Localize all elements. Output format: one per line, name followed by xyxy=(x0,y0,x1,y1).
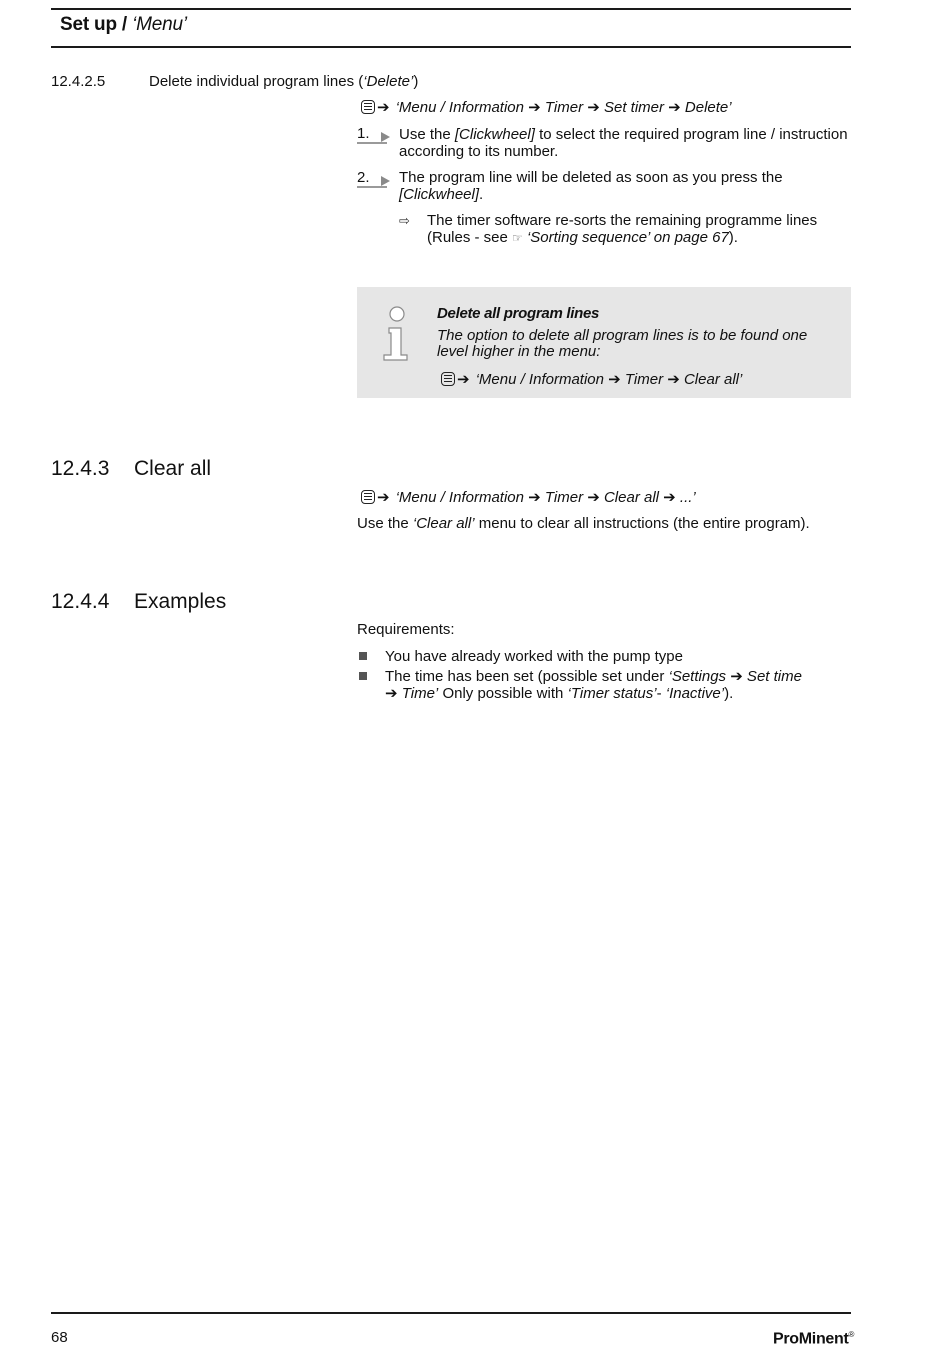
result-line1: The timer software re-sorts the remaining programme lines xyxy=(427,212,818,229)
title-text: Delete individual program lines ( xyxy=(149,73,364,90)
result-line2-pre: (Rules - see xyxy=(427,229,508,246)
req2-dash: - xyxy=(656,685,662,702)
step-1-line2: according to its number. xyxy=(399,143,559,160)
step-1-pre: Use the xyxy=(399,126,451,143)
info-i-icon xyxy=(381,306,411,362)
square-bullet-icon xyxy=(359,652,367,660)
brand-registered-mark: ® xyxy=(848,1330,855,1339)
step-triangle-icon xyxy=(381,176,390,186)
step-1-clickwheel: [Clickwheel] xyxy=(454,126,535,143)
result-arrow-icon: ⇨ xyxy=(399,213,410,228)
req2-pre: The time has been set (possible set under xyxy=(385,668,665,685)
req2-time: ➔ Time’ xyxy=(385,685,439,702)
info-box-line2: level higher in the menu: xyxy=(437,343,601,360)
menu-list-icon xyxy=(361,490,375,504)
step-1-post: to select the required program line / instruction xyxy=(539,126,848,143)
step-2-line1: The program line will be deleted as soon as you press the xyxy=(399,169,783,186)
arrow-icon: ➔ xyxy=(377,489,390,506)
arrow-icon: ➔ xyxy=(377,99,390,116)
step-2-text xyxy=(399,169,851,203)
requirements-label: Requirements: xyxy=(357,621,455,638)
page-header-title xyxy=(60,14,187,36)
section-title-examples: Examples xyxy=(134,590,227,613)
clear-menu-path-text: ‘Menu / Information ➔ Timer ➔ Clear all ➔ ...’ xyxy=(395,489,696,506)
section-title-delete xyxy=(149,73,418,90)
footer-rule xyxy=(51,1312,851,1314)
step-1-text xyxy=(399,126,851,160)
header-bottom-rule xyxy=(51,46,851,48)
requirement-item-1: You have already worked with the pump type xyxy=(385,648,683,665)
title-close: ) xyxy=(413,73,419,90)
step-2-period: . xyxy=(479,186,484,203)
menu-list-icon xyxy=(441,372,455,386)
req2-end: ). xyxy=(724,685,734,702)
info-box-menu-path xyxy=(441,370,742,388)
page-number: 68 xyxy=(51,1329,68,1346)
section-title-clear-all: Clear all xyxy=(134,457,212,480)
brand-logo xyxy=(773,1330,854,1348)
header-top-rule xyxy=(51,8,851,10)
req2-timer-status: ‘Timer status’ xyxy=(567,685,657,702)
step-1-number: 1. xyxy=(357,125,370,142)
info-box-title: Delete all program lines xyxy=(437,305,600,322)
req2-settings: ‘Settings ➔ Set time xyxy=(668,668,802,685)
section-number-delete: 12.4.2.5 xyxy=(51,73,106,90)
clear-text-em: ‘Clear all’ xyxy=(412,515,475,532)
section-number-examples: 12.4.4 xyxy=(51,590,110,613)
step-2-number: 2. xyxy=(357,169,370,186)
info-box-line1: The option to delete all program lines is to be found one xyxy=(437,327,808,344)
menu-path-clear-all xyxy=(361,488,696,506)
square-bullet-icon xyxy=(359,672,367,680)
clear-text-pre: Use the xyxy=(357,515,409,532)
step-2-clickwheel: [Clickwheel] xyxy=(399,186,480,203)
reference-hand-icon: ☞ xyxy=(512,231,523,245)
requirement-item-2 xyxy=(385,668,851,702)
result-text xyxy=(427,212,851,247)
menu-list-icon xyxy=(361,100,375,114)
menu-path-delete xyxy=(361,98,732,116)
step-2-underline xyxy=(357,186,387,188)
menu-path-text: ‘Menu / Information ➔ Timer ➔ Set timer ➔ Delete’ xyxy=(395,99,732,116)
title-italic: ‘Delete’ xyxy=(363,73,414,90)
brand-name: ProMinent xyxy=(773,1330,849,1348)
sorting-sequence-link[interactable]: ‘Sorting sequence’ on page 67 xyxy=(526,229,729,246)
step-triangle-icon xyxy=(381,132,390,142)
info-menu-path-text: ‘Menu / Information ➔ Timer ➔ Clear all’ xyxy=(475,371,743,388)
clear-text-post: menu to clear all instructions (the entire program). xyxy=(478,515,810,532)
section-number-clear-all: 12.4.3 xyxy=(51,457,110,480)
arrow-icon: ➔ xyxy=(457,371,470,388)
step-1-underline xyxy=(357,142,387,144)
req2-inactive: ‘Inactive’ xyxy=(665,685,725,702)
clear-all-description xyxy=(357,515,810,532)
req2-mid: Only possible with xyxy=(442,685,564,702)
header-prefix: Set up / xyxy=(60,14,128,35)
result-line2-post: ). xyxy=(728,229,738,246)
header-menu: ‘Menu’ xyxy=(132,14,187,35)
